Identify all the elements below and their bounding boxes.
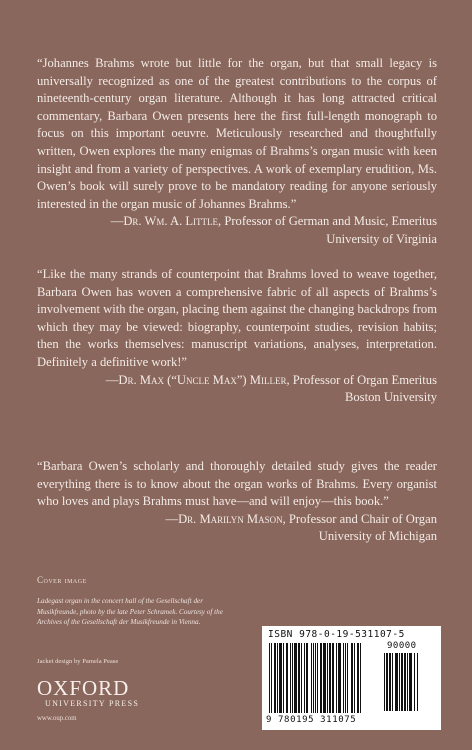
blurb-3-affiliation: University of Michigan — [318, 529, 437, 544]
isbn-barcode — [262, 626, 441, 730]
publisher-logo: OXFORD — [37, 676, 130, 700]
publisher-subtitle: UNIVERSITY PRESS — [45, 699, 140, 708]
blurb-1-text: “Johannes Brahms wrote but little for the organ, but that small legacy is universally recognized as one of the greatest contributions to the corpus of nineteenth-century organ literature. Although it has long attracted critical commentary, Barbara Owen presents here the first full-length monograph to focus on this important oeuvre. Meticulously researched and thoughtfully written, Owen explores the many enigmas of Brahms’s organ music with keen insight and from a variety of perspectives. A work of exemplary erudition, Ms. Owen’s book will surely prove to be mandatory reading for anyone seriously interested in the organ music of Johannes Brahms.” — [37, 56, 437, 211]
blurb-3-text: “Barbara Owen’s scholarly and thoroughly detailed study gives the reader everything there is to know about the organ works of Brahms. Every organist who loves and plays Brahms must have—and will enjoy—this book.” — [37, 459, 437, 509]
blurb-3 — [37, 458, 437, 546]
blurb-3-role: , Professor and Chair of Organ — [282, 511, 437, 526]
blurb-1-author: —Dr. Wm. A. Little — [110, 214, 219, 229]
publisher-url: www.oup.com — [37, 715, 77, 722]
blurb-2-affiliation: Boston University — [344, 390, 437, 405]
blurb-2 — [37, 266, 437, 407]
blurb-1-attribution — [37, 213, 437, 248]
blurb-3-author: —Dr. Marilyn Mason — [165, 511, 283, 526]
blurb-1-affiliation: University of Virginia — [326, 231, 437, 246]
jacket-credit: Jacket design by Pamela Pease — [37, 658, 119, 665]
blurb-2-role: , Professor of Organ Emeritus — [286, 372, 437, 387]
blurb-2-attribution — [37, 372, 437, 407]
blurb-3-attribution — [37, 511, 437, 546]
blurb-1-role: , Professor of German and Music, Emeritus — [218, 214, 437, 229]
blurb-2-text: “Like the many strands of counterpoint that Brahms loved to weave together, Barbara Owen has woven a comprehensive fabric of all aspects of Brahms’s involvement with the organ, placing them against the changing backdrops from which they may be viewed: biography, counterpoint studies, revision habits; then the works themselves: manuscript variations, analyses, interpretation. Definitely a definitive work!” — [37, 267, 437, 369]
addon-digits: 90000 — [387, 641, 417, 651]
ean-barcode-bars — [269, 643, 379, 719]
blurb-2-author: —Dr. Max (“Uncle Max”) Miller — [105, 372, 287, 387]
ean-digits: 9 780195 311075 — [266, 715, 357, 725]
isbn-text: ISBN 978-0-19-531107-5 — [268, 629, 405, 640]
cover-image-caption: Ladegast organ in the concert hall of the Gesellschaft der Musikfreunde, photo by the late Peter Schramek. Courtesy of the Archives of the Gesellschaft der Musikfreunde in Vienna. — [37, 597, 223, 627]
addon-barcode-bars — [384, 653, 434, 713]
blurb-1 — [37, 55, 437, 249]
cover-image-label: Cover image — [37, 575, 87, 585]
